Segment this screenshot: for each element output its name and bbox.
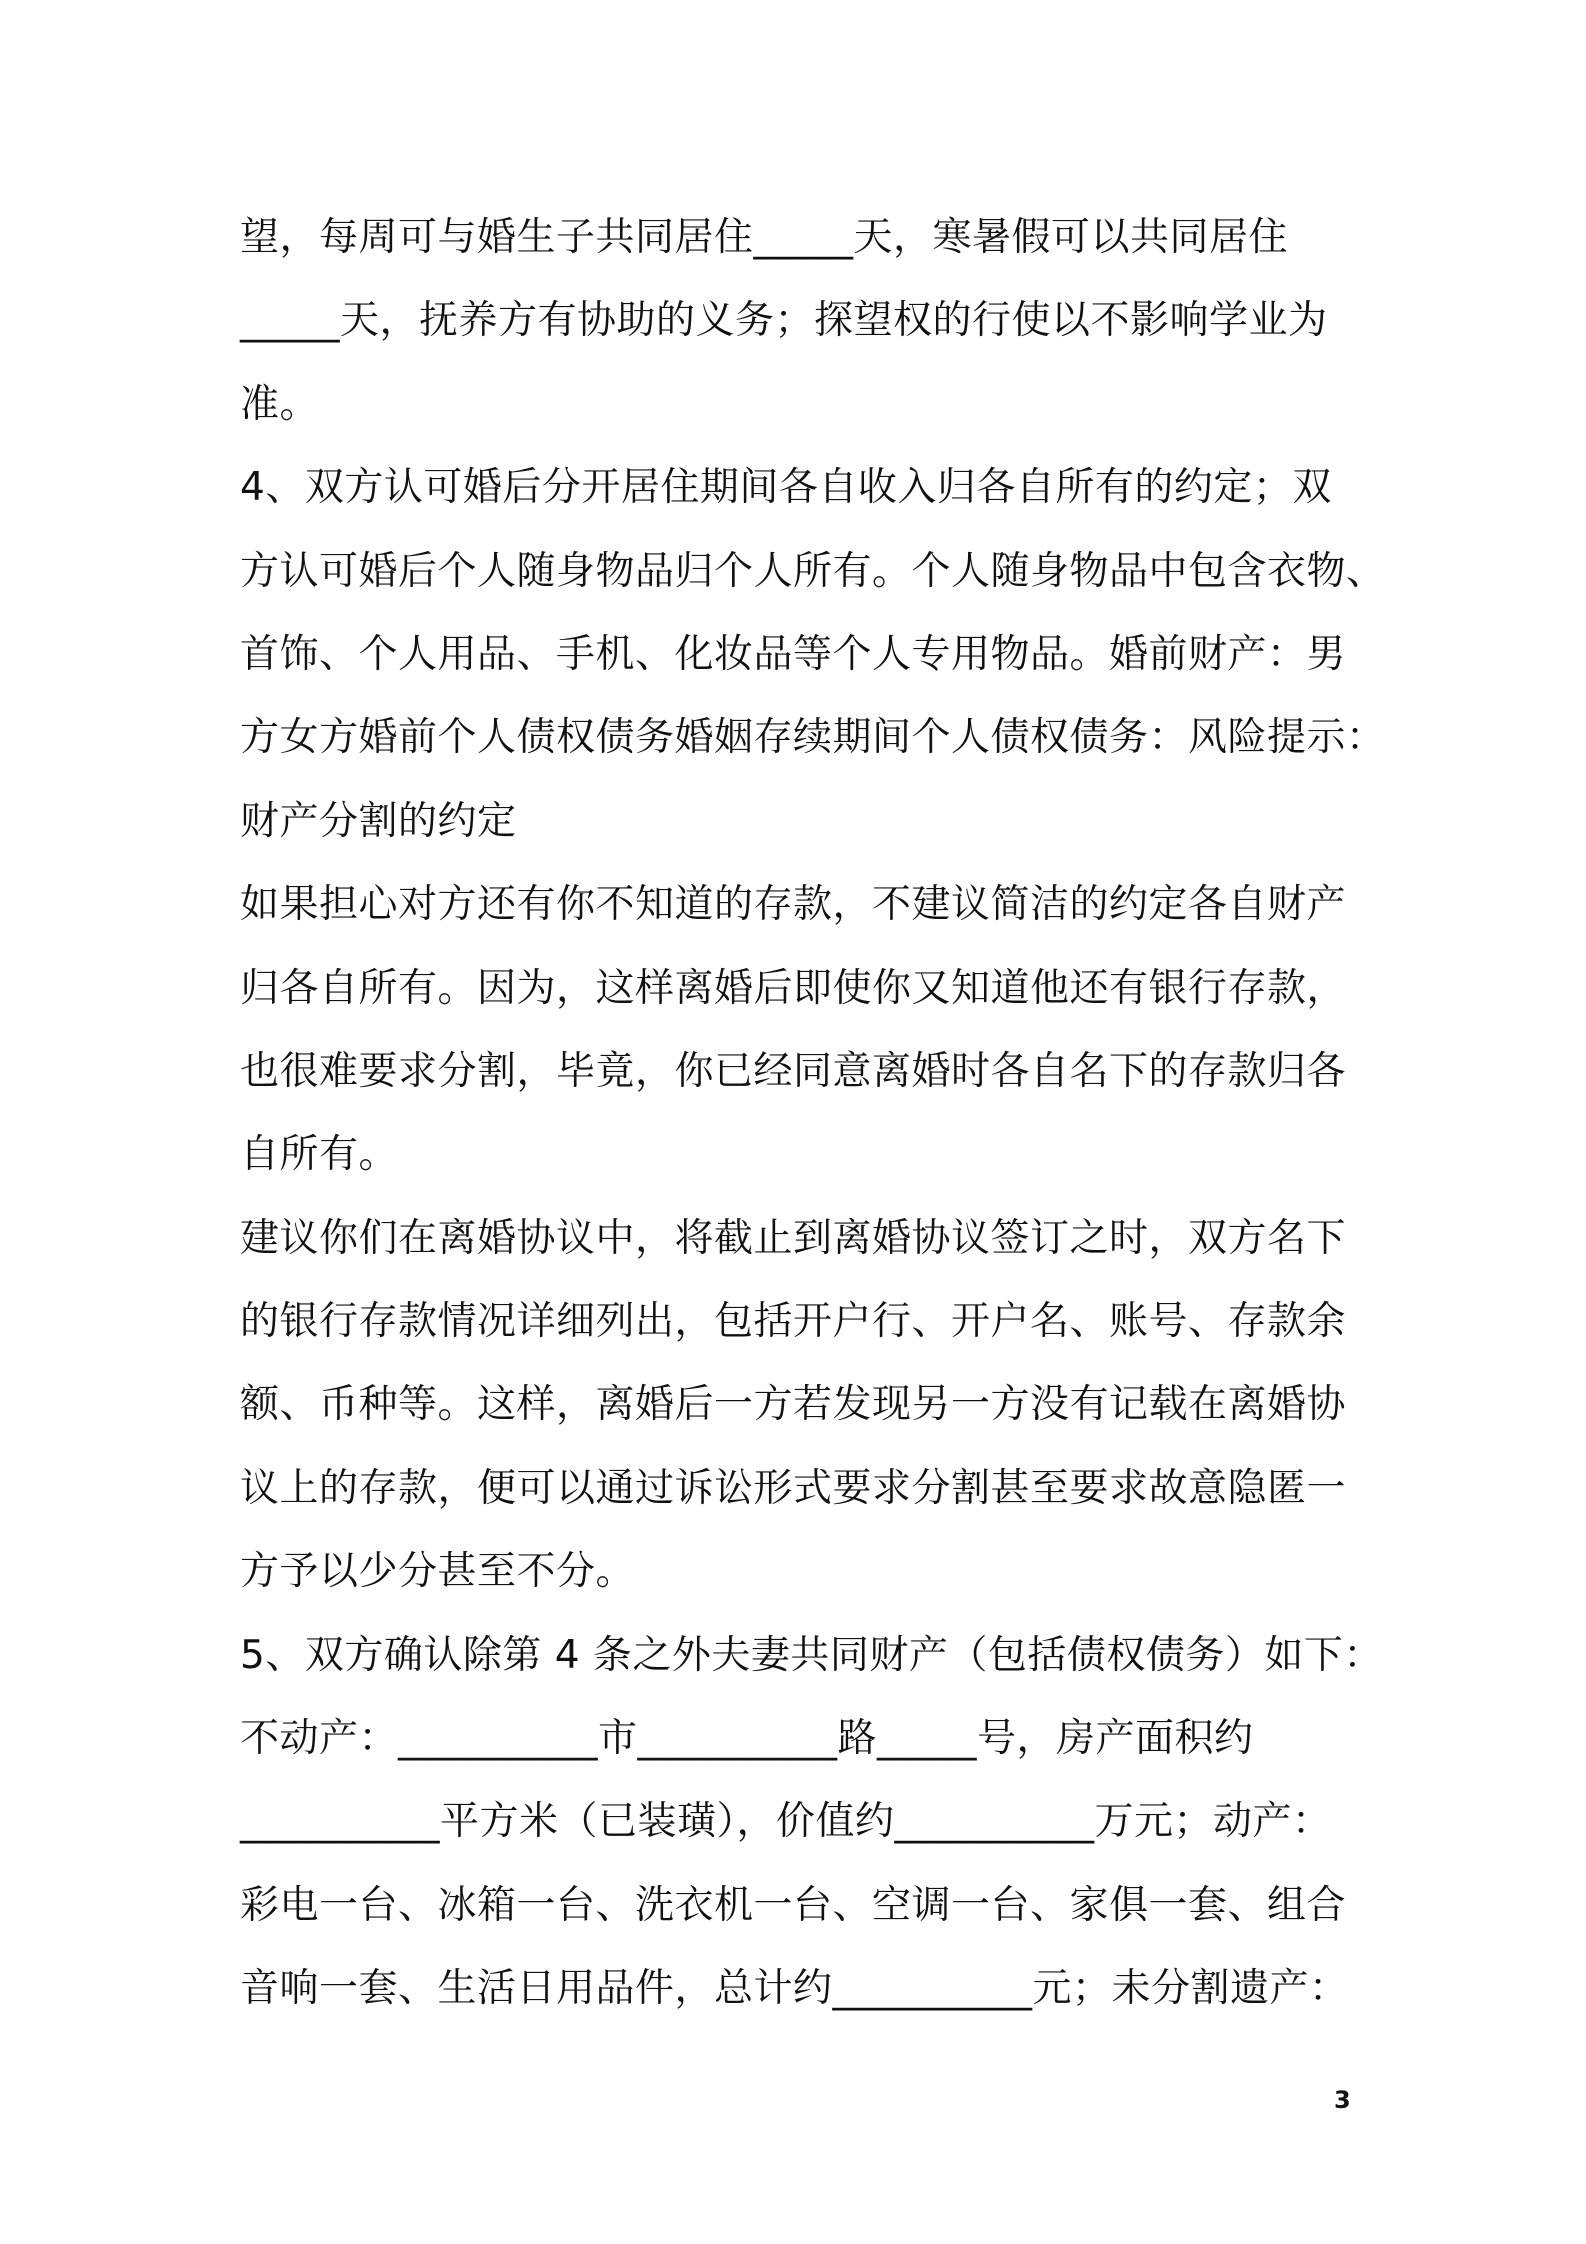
text-line: 方认可婚后个人随身物品归个人所有。个人随身物品中包含衣物、 <box>240 548 1386 594</box>
document-body <box>240 196 1390 2031</box>
page-number: 3 <box>1334 2086 1351 2114</box>
text-line: 望，每周可与婚生子共同居住_____天，寒暑假可以共同居住 <box>240 215 1289 260</box>
text-line: 5、双方确认除第 4 条之外夫妻共同财产（包括债权债务）如下： <box>240 1632 1383 1678</box>
text-line: 音响一套、生活日用品件，总计约__________元；未分割遗产： <box>240 1966 1349 2012</box>
text-line: 不动产：__________市__________路_____号，房产面积约 <box>240 1716 1254 1762</box>
text-line: 方女方婚前个人债权债务婚姻存续期间个人债权债务：风险提示： <box>240 715 1386 761</box>
text-line: 4、双方认可婚后分开居住期间各自收入归各自所有的约定；双 <box>240 465 1332 511</box>
text-line: 首饰、个人用品、手机、化妆品等个人专用物品。婚前财产：男 <box>240 631 1347 677</box>
text-line: 准。 <box>240 381 320 427</box>
text-line: 建议你们在离婚协议中，将截止到离婚协议签订之时，双方名下 <box>240 1215 1347 1261</box>
text-line: 也很难要求分割，毕竟，你已经同意离婚时各自名下的存款归各 <box>240 1048 1347 1094</box>
text-line: 议上的存款，便可以通过诉讼形式要求分割甚至要求故意隐匿一 <box>240 1465 1347 1511</box>
text-line: 彩电一台、冰箱一台、洗衣机一台、空调一台、家俱一套、组合 <box>240 1882 1347 1928</box>
text-line: 财产分割的约定 <box>240 798 517 844</box>
text-line: 额、币种等。这样，离婚后一方若发现另一方没有记载在离婚协 <box>240 1382 1347 1428</box>
text-line: __________平方米（已装璜），价值约__________万元；动产： <box>240 1799 1332 1845</box>
text-line: _____天，抚养方有协助的义务；探望权的行使以不影响学业为 <box>240 298 1328 344</box>
text-line: 方予以少分甚至不分。 <box>240 1549 636 1595</box>
text-line: 如果担心对方还有你不知道的存款，不建议简洁的约定各自财产 <box>240 882 1347 928</box>
text-line: 的银行存款情况详细列出，包括开户行、开户名、账号、存款余 <box>240 1299 1347 1345</box>
text-line: 归各自所有。因为，这样离婚后即使你又知道他还有银行存款， <box>240 965 1347 1011</box>
text-line: 自所有。 <box>240 1132 399 1178</box>
